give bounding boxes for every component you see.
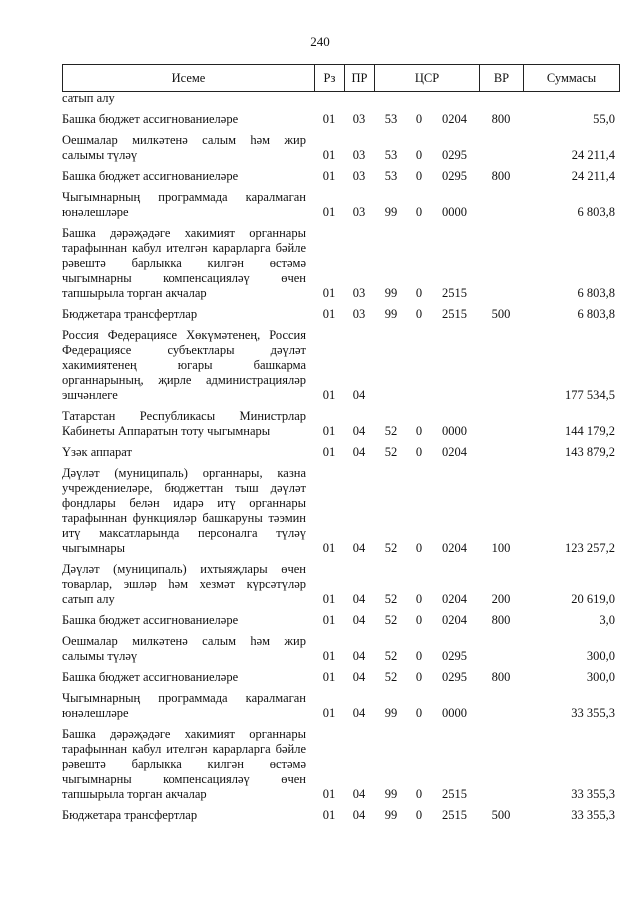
cell-c2: 0 [415,787,423,801]
cell-c3 [430,91,479,109]
cell-name: Башка бюджет ассигнованиеләре [62,169,239,183]
cell-name: Башка дәрәҗәдәге хакимият органнары тарафыннан кабул ителгән карарларга бәйле рәвештә барлыкка килгән өстәмә чыгымнарны компенсацияләү өчен тапшырыла торган акчалар [62,727,306,801]
cell-vr [479,724,523,805]
cell-c2: 0 [415,424,423,438]
cell-rz [314,91,344,109]
cell-c3: 2515 [442,307,467,321]
cell-sum: 24 211,4 [571,169,615,183]
header-vr: ВР [480,65,524,92]
cell-c3: 0204 [442,112,467,126]
cell-sum: 33 355,3 [571,787,615,801]
cell-c1: 99 [384,307,398,321]
cell-sum: 3,0 [599,613,615,627]
cell-c3 [430,325,479,406]
header-rz: Рз [315,65,345,92]
cell-sum: 300,0 [586,670,615,684]
cell-c1: 99 [384,706,398,720]
cell-c3: 0295 [442,148,467,162]
cell-pr: 03 [352,148,366,162]
cell-sum: 300,0 [586,649,615,663]
cell-c1: 52 [384,541,398,555]
cell-rz: 01 [322,670,336,684]
cell-vr [479,325,523,406]
cell-name: Чыгымнарның программада каралмаган юнәлешләре [62,691,306,720]
cell-rz: 01 [322,445,336,459]
cell-vr: 200 [491,592,511,606]
cell-c2 [408,91,430,109]
cell-pr: 03 [352,205,366,219]
cell-name: Оешмалар милкәтенә салым һәм жир салымы түләү [62,133,306,162]
cell-c3: 0000 [442,205,467,219]
cell-pr: 04 [352,424,366,438]
cell-name: Башка бюджет ассигнованиеләре [62,613,239,627]
cell-rz: 01 [322,808,336,822]
cell-rz: 01 [322,307,336,321]
cell-name: Дәүләт (муниципаль) органнары, казна учреждениеләре, бюджеттан тыш дәүләт фондлары белән идарә итү органнары тарафыннан функцияләр башкаруны тәэмин итү максатларында персоналга түләү чыгымнары [62,466,306,555]
header-csr: ЦСР [375,65,480,92]
cell-sum: 6 803,8 [577,307,615,321]
cell-name: Башка бюджет ассигнованиеләре [62,670,239,684]
table-row [62,442,619,463]
cell-c2: 0 [415,649,423,663]
cell-rz: 01 [322,205,336,219]
cell-pr: 04 [352,613,366,627]
cell-c2: 0 [415,112,423,126]
table-row [62,166,619,187]
cell-vr: 100 [491,541,511,555]
cell-rz: 01 [322,649,336,663]
cell-sum: 55,0 [593,112,615,126]
table-row [62,187,619,223]
cell-pr: 03 [352,169,366,183]
cell-sum: 177 534,5 [565,388,615,402]
table-row [62,805,619,826]
cell-vr: 800 [491,169,511,183]
header-pr: ПР [345,65,375,92]
cell-pr: 03 [352,286,366,300]
cell-vr [479,223,523,304]
cell-rz: 01 [322,112,336,126]
cell-c2: 0 [415,808,423,822]
cell-c1: 53 [384,148,398,162]
cell-vr: 800 [491,112,511,126]
cell-c3: 2515 [442,286,467,300]
cell-pr: 03 [352,307,366,321]
cell-c3: 0295 [442,670,467,684]
cell-vr [479,187,523,223]
cell-rz: 01 [322,148,336,162]
table-row [62,667,619,688]
cell-pr [344,91,374,109]
table-row [62,724,619,805]
cell-pr: 04 [352,787,366,801]
cell-vr: 500 [491,808,511,822]
cell-c3: 0204 [442,613,467,627]
cell-c3: 0295 [442,649,467,663]
table-row [62,463,619,559]
cell-c2: 0 [415,286,423,300]
cell-c3: 2515 [442,787,467,801]
cell-sum: 6 803,8 [577,286,615,300]
cell-pr: 04 [352,592,366,606]
cell-c1: 52 [384,424,398,438]
table-row [62,325,619,406]
table-row [62,559,619,610]
cell-name: Бюджетара трансфертлар [62,808,198,822]
cell-sum [523,91,619,109]
cell-pr: 04 [352,808,366,822]
cell-sum: 24 211,4 [571,148,615,162]
table-row [62,223,619,304]
cell-pr: 04 [352,541,366,555]
cell-c2 [408,325,430,406]
cell-vr: 800 [491,670,511,684]
table-row [62,631,619,667]
cell-c2: 0 [415,592,423,606]
cell-c2: 0 [415,541,423,555]
cell-rz: 01 [322,388,336,402]
cell-c3: 0000 [442,706,467,720]
cell-name: Татарстан Республикасы Министрлар Кабинеты Аппаратын тоту чыгымнары [62,409,306,438]
cell-c2: 0 [415,307,423,321]
cell-c1: 52 [384,670,398,684]
cell-sum: 20 619,0 [571,592,615,606]
cell-vr [479,442,523,463]
cell-name: Чыгымнарның программада каралмаган юнәлешләре [62,190,306,219]
cell-rz: 01 [322,169,336,183]
cell-pr: 04 [352,649,366,663]
cell-c1 [374,325,408,406]
cell-pr: 04 [352,706,366,720]
cell-c1 [374,91,408,109]
cell-c2: 0 [415,445,423,459]
cell-c3: 0204 [442,445,467,459]
cell-vr [479,688,523,724]
cell-c1: 99 [384,808,398,822]
cell-vr [479,406,523,442]
cell-pr: 03 [352,112,366,126]
cell-c3: 0295 [442,169,467,183]
cell-name: Россия Федерациясе Хөкүмәтенең, Россия Федерациясе субъектлары дәүләт хакимиятенең югары башкарма органнарының, җирле администрацияләр эшчәнлеге [62,328,306,402]
table-row [62,610,619,631]
cell-rz: 01 [322,286,336,300]
cell-name: Башка дәрәҗәдәге хакимият органнары тарафыннан кабул ителгән карарларга бәйле рәвештә барлыкка килгән өстәмә чыгымнарны компенсацияләү өчен тапшырыла торган акчалар [62,226,306,300]
table-row [62,91,619,109]
cell-c2: 0 [415,706,423,720]
cell-sum: 123 257,2 [565,541,615,555]
header-row [63,65,620,92]
table-row [62,109,619,130]
cell-vr: 500 [491,307,511,321]
cell-vr [479,130,523,166]
cell-pr: 04 [352,670,366,684]
cell-c2: 0 [415,670,423,684]
cell-c3: 0204 [442,592,467,606]
cell-sum: 6 803,8 [577,205,615,219]
budget-table [62,91,619,826]
table-row [62,688,619,724]
cell-rz: 01 [322,706,336,720]
cell-name: Дәүләт (муниципаль) ихтыяҗлары өчен товарлар, эшләр һәм хезмәт күрсәтүләр сатып алу [62,562,306,606]
cell-c1: 53 [384,169,398,183]
cell-rz: 01 [322,592,336,606]
table-body [62,91,619,826]
cell-rz: 01 [322,424,336,438]
cell-vr [479,631,523,667]
cell-c1: 52 [384,649,398,663]
page-number: 240 [310,34,330,49]
cell-c2: 0 [415,205,423,219]
table-header [62,64,620,92]
cell-name: сатып алу [62,91,115,105]
cell-c2: 0 [415,169,423,183]
cell-c3: 0000 [442,424,467,438]
cell-c2: 0 [415,613,423,627]
cell-c1: 53 [384,112,398,126]
cell-sum: 33 355,3 [571,706,615,720]
cell-sum: 33 355,3 [571,808,615,822]
table-row [62,304,619,325]
cell-c1: 52 [384,613,398,627]
cell-vr: 800 [491,613,511,627]
cell-name: Башка бюджет ассигнованиеләре [62,112,239,126]
cell-name: Оешмалар милкәтенә салым һәм жир салымы түләү [62,634,306,663]
header-name: Исеме [63,65,315,92]
cell-c1: 52 [384,592,398,606]
cell-pr: 04 [352,388,366,402]
cell-pr: 04 [352,445,366,459]
cell-name: Үзәк аппарат [62,445,132,459]
cell-rz: 01 [322,541,336,555]
cell-c3: 2515 [442,808,467,822]
cell-rz: 01 [322,787,336,801]
table-row [62,130,619,166]
table-row [62,406,619,442]
cell-vr [479,91,523,109]
header-sum: Суммасы [524,65,620,92]
cell-c1: 99 [384,787,398,801]
cell-sum: 144 179,2 [565,424,615,438]
cell-c1: 99 [384,286,398,300]
cell-c2: 0 [415,148,423,162]
cell-sum: 143 879,2 [565,445,615,459]
cell-c3: 0204 [442,541,467,555]
cell-c1: 99 [384,205,398,219]
cell-rz: 01 [322,613,336,627]
cell-name: Бюджетара трансфертлар [62,307,198,321]
cell-c1: 52 [384,445,398,459]
